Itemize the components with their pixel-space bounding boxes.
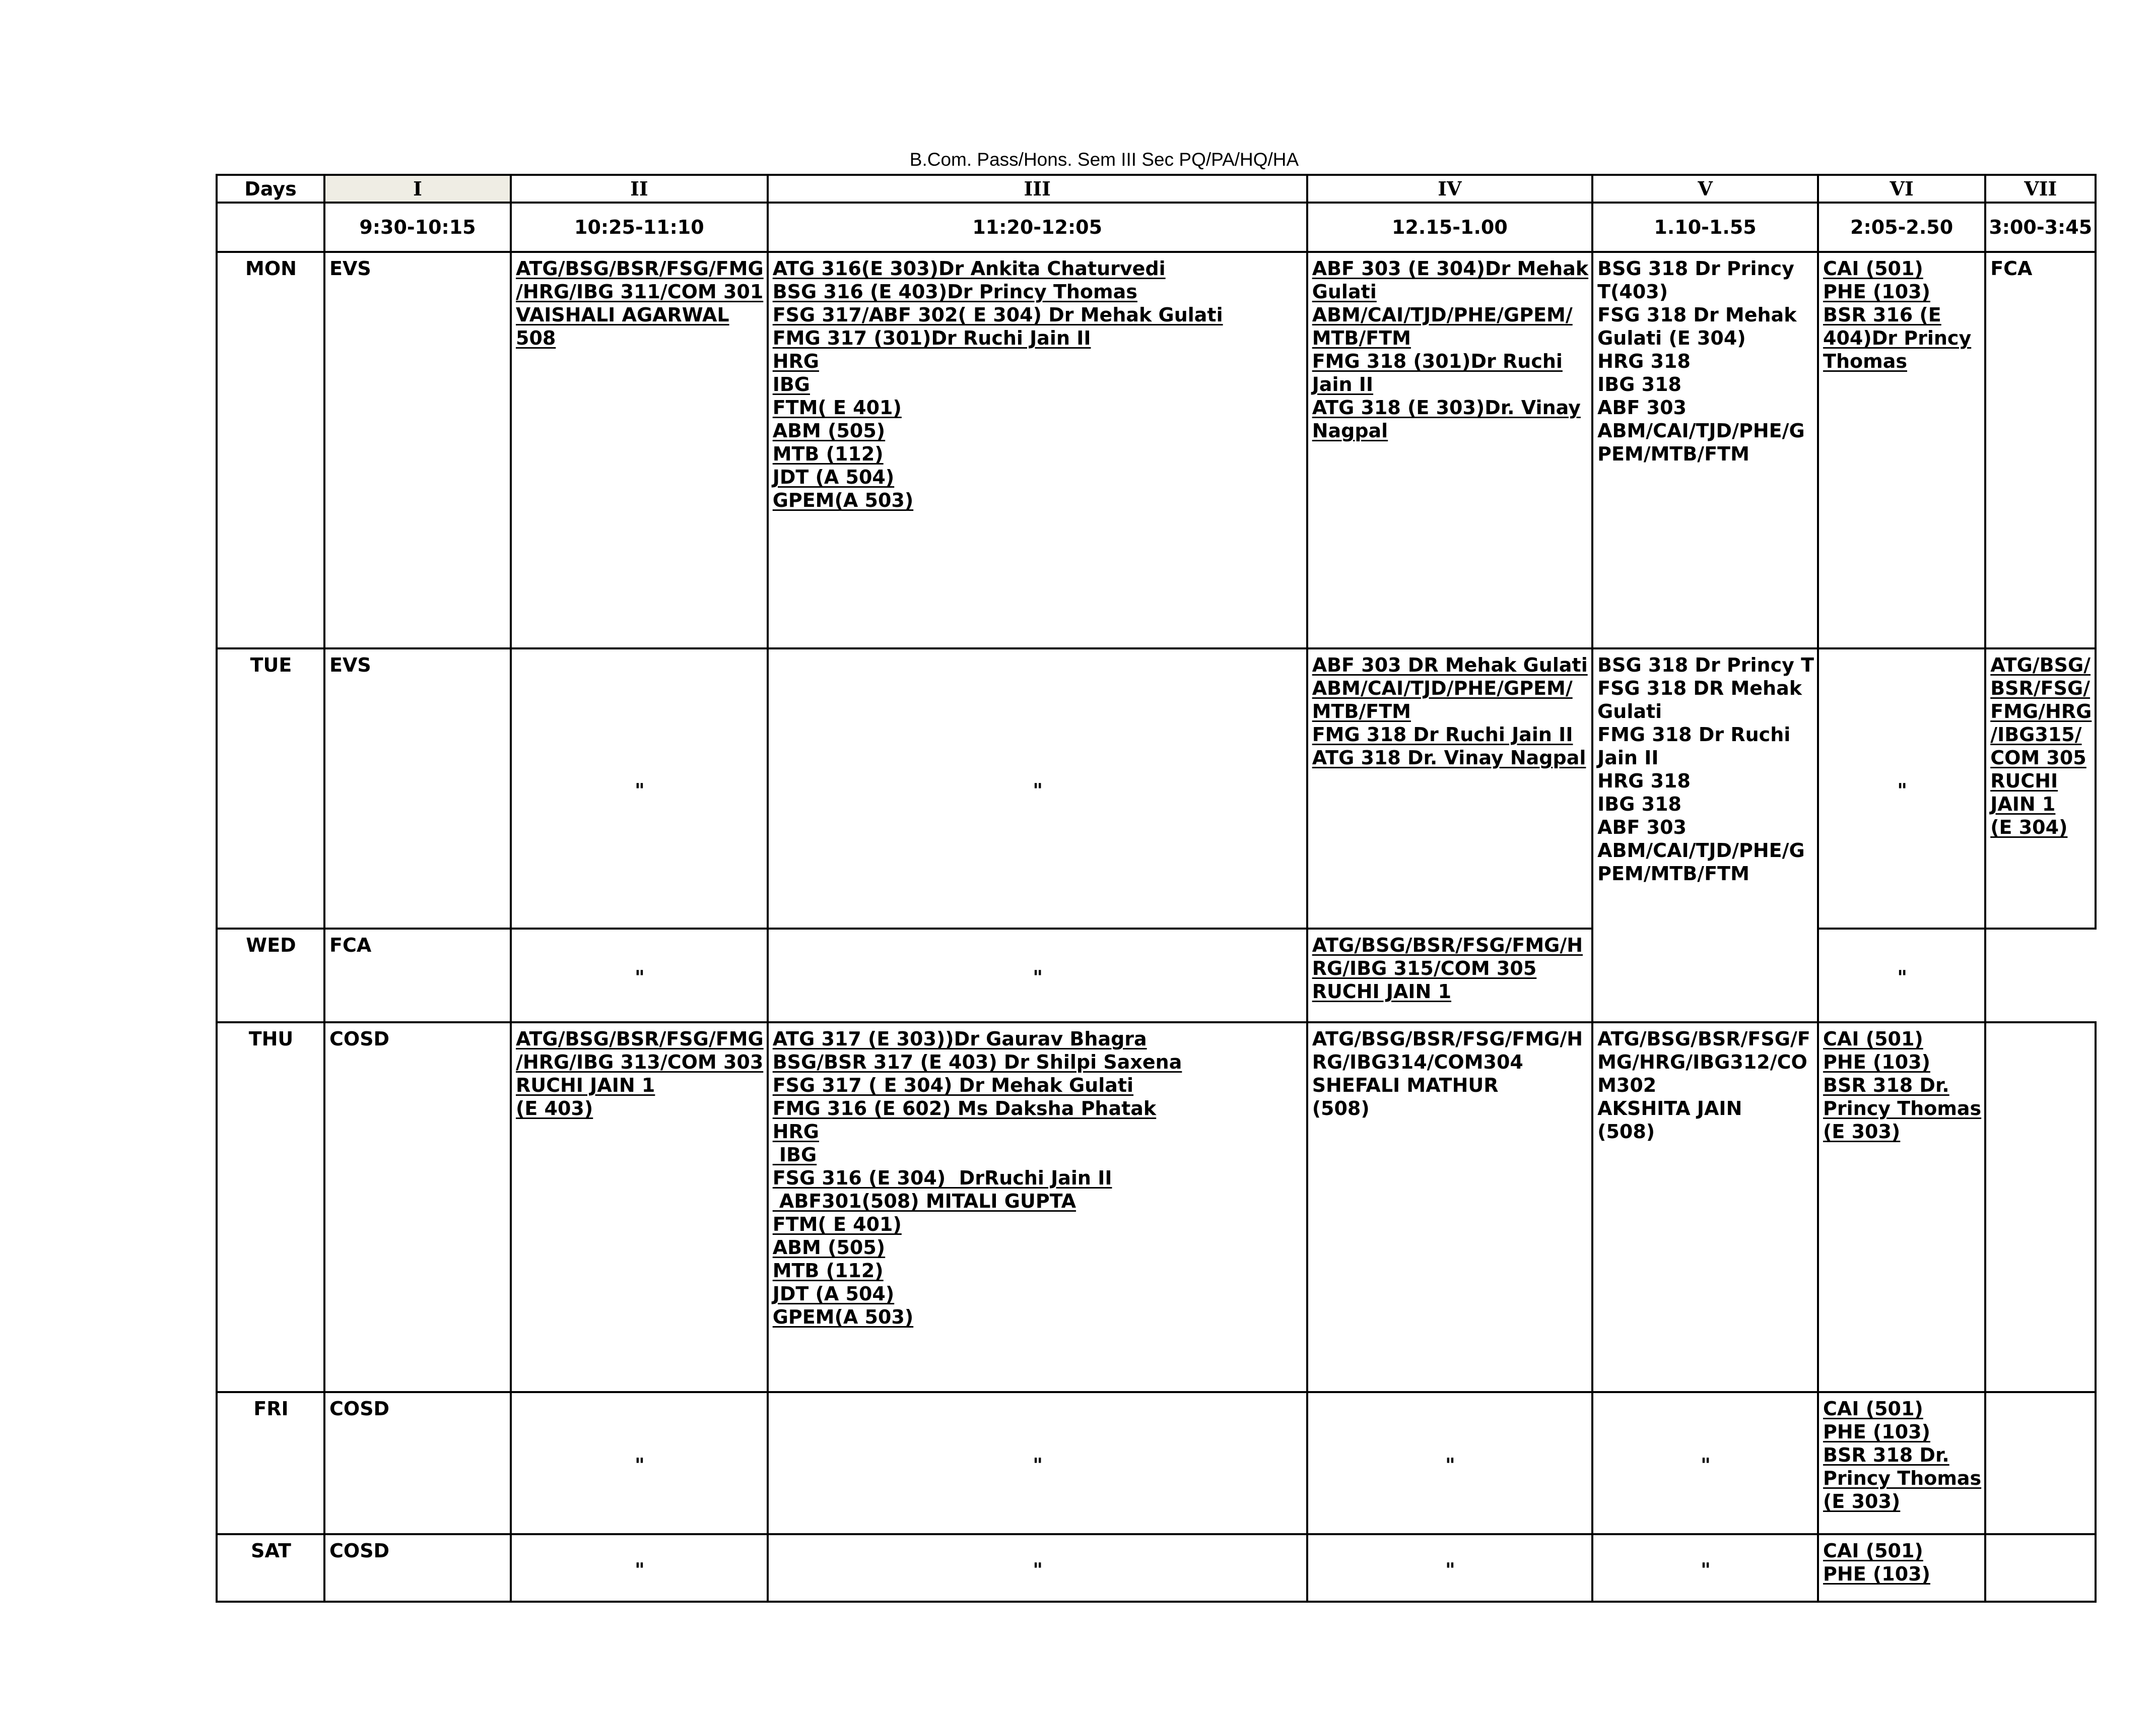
cell-line: ATG 317 (E 303))Dr Gaurav Bhagra bbox=[772, 1028, 1147, 1050]
cell-p3 bbox=[768, 252, 1307, 648]
cell-p7-empty bbox=[1985, 1022, 2096, 1392]
cell-line: FMG/HRG bbox=[1990, 700, 2092, 722]
header-period-roman: III bbox=[768, 175, 1307, 203]
cell-line: FMG 318 (301)Dr Ruchi bbox=[1312, 350, 1563, 372]
cell-line: (E 303) bbox=[1823, 1121, 1901, 1143]
cell-p5 bbox=[1592, 252, 1818, 648]
cell-line: IBG 318 bbox=[1597, 373, 1681, 396]
cell-ditto: " bbox=[768, 929, 1307, 1022]
cell-line: PEM/MTB/FTM bbox=[1597, 443, 1749, 465]
cell-line: RG/IBG314/COM304 bbox=[1312, 1051, 1523, 1073]
cell-line: VAISHALI AGARWAL bbox=[516, 304, 729, 326]
cell-line: Gulati (E 304) bbox=[1597, 327, 1746, 349]
cell-line: Princy Thomas bbox=[1823, 1467, 1982, 1489]
header-period-roman: I bbox=[324, 175, 511, 203]
cell-line: ABM/CAI/TJD/PHE/GPEM/ bbox=[1312, 677, 1573, 699]
cell-p1: COSD bbox=[324, 1534, 511, 1602]
header-period-roman: V bbox=[1592, 175, 1818, 203]
day-label: MON bbox=[217, 252, 324, 648]
cell-p1: COSD bbox=[324, 1022, 511, 1392]
cell-p4 bbox=[1307, 648, 1592, 929]
cell-ditto: " bbox=[1592, 1534, 1818, 1602]
cell-ditto: " bbox=[1592, 1392, 1818, 1534]
cell-p1: EVS bbox=[324, 648, 511, 929]
day-label: SAT bbox=[217, 1534, 324, 1602]
cell-p2 bbox=[511, 1022, 768, 1392]
cell-p7: FCA bbox=[1985, 252, 2096, 648]
cell-line: ATG/BSG/BSR/FSG/F bbox=[1597, 1028, 1810, 1050]
cell-line: T(403) bbox=[1597, 281, 1668, 303]
cell-p6 bbox=[1818, 1534, 1985, 1602]
cell-line: ATG/BSG/BSR/FSG/FMG bbox=[516, 1028, 764, 1050]
cell-p4 bbox=[1307, 1022, 1592, 1392]
header-blank bbox=[217, 203, 324, 252]
cell-line: ATG/BSG/ bbox=[1990, 654, 2091, 676]
cell-line: ATG 318 (E 303)Dr. Vinay bbox=[1312, 397, 1581, 419]
cell-line: Princy Thomas bbox=[1823, 1097, 1982, 1120]
cell-line: RUCHI JAIN 1 bbox=[516, 1074, 655, 1096]
cell-line: FSG 318 DR Mehak bbox=[1597, 677, 1802, 699]
cell-line: ABM (505) bbox=[772, 1236, 886, 1259]
header-period-time: 1.10-1.55 bbox=[1592, 203, 1818, 252]
cell-ditto: " bbox=[511, 929, 768, 1022]
cell-line: HRG 318 bbox=[1597, 770, 1691, 792]
cell-line: PHE (103) bbox=[1823, 1051, 1930, 1073]
cell-p6 bbox=[1818, 1392, 1985, 1534]
cell-line: 508 bbox=[516, 327, 556, 349]
cell-line: HRG 318 bbox=[1597, 350, 1691, 372]
cell-p1: EVS bbox=[324, 252, 511, 648]
cell-p5 bbox=[1592, 648, 1818, 1022]
cell-line: AKSHITA JAIN bbox=[1597, 1097, 1742, 1120]
cell-line: (508) bbox=[1597, 1121, 1655, 1143]
cell-line: BSR 318 Dr. bbox=[1823, 1074, 1949, 1096]
cell-line: MTB/FTM bbox=[1312, 700, 1411, 722]
cell-p5 bbox=[1592, 1022, 1818, 1392]
cell-line: ATG/BSG/BSR/FSG/FMG/H bbox=[1312, 1028, 1583, 1050]
cell-line: PHE (103) bbox=[1823, 1563, 1930, 1585]
cell-line: GPEM(A 503) bbox=[772, 489, 914, 511]
cell-p1: FCA bbox=[324, 929, 511, 1022]
cell-ditto: " bbox=[768, 1534, 1307, 1602]
cell-line: MTB (112) bbox=[772, 443, 884, 465]
cell-p7-empty bbox=[1985, 1534, 2096, 1602]
cell-line: ABM/CAI/TJD/PHE/G bbox=[1597, 839, 1805, 862]
header-period-time: 2:05-2.50 bbox=[1818, 203, 1985, 252]
cell-line: FSG 317 ( E 304) Dr Mehak Gulati bbox=[772, 1074, 1134, 1096]
day-label: FRI bbox=[217, 1392, 324, 1534]
cell-p3 bbox=[768, 1022, 1307, 1392]
cell-p4 bbox=[1307, 252, 1592, 648]
cell-line: MTB (112) bbox=[772, 1260, 884, 1282]
cell-line: 404)Dr Princy bbox=[1823, 327, 1972, 349]
cell-line: ABF 303 DR Mehak Gulati bbox=[1312, 654, 1588, 676]
header-period-time: 10:25-11:10 bbox=[511, 203, 768, 252]
cell-line: ABM (505) bbox=[772, 420, 886, 442]
cell-p2 bbox=[511, 252, 768, 648]
cell-line: RG/IBG 315/COM 305 bbox=[1312, 957, 1537, 979]
cell-line: PHE (103) bbox=[1823, 1421, 1930, 1443]
header-period-time: 11:20-12:05 bbox=[768, 203, 1307, 252]
cell-p7-empty bbox=[1985, 929, 2096, 1022]
cell-line: RUCHI JAIN 1 bbox=[1312, 980, 1452, 1003]
cell-line: BSR 318 Dr. bbox=[1823, 1444, 1949, 1466]
cell-line: ABF301(508) MITALI GUPTA bbox=[772, 1190, 1076, 1212]
cell-p7-empty bbox=[1985, 1392, 2096, 1534]
timetable-title: B.Com. Pass/Hons. Sem III Sec PQ/PA/HQ/HA bbox=[909, 149, 1299, 170]
cell-ditto: " bbox=[511, 1392, 768, 1534]
cell-line: ABM/CAI/TJD/PHE/G bbox=[1597, 420, 1805, 442]
cell-line: FSG 316 (E 304) DrRuchi Jain II bbox=[772, 1167, 1112, 1189]
cell-ditto: " bbox=[1307, 1392, 1592, 1534]
cell-line: BSG 318 Dr Princy bbox=[1597, 257, 1794, 280]
cell-line: ABF 303 bbox=[1597, 397, 1687, 419]
cell-line: BSG 318 Dr Princy T bbox=[1597, 654, 1814, 676]
cell-line: SHEFALI MATHUR bbox=[1312, 1074, 1499, 1096]
cell-line: FSG 317/ABF 302( E 304) Dr Mehak Gulati bbox=[772, 304, 1223, 326]
header-days: Days bbox=[217, 175, 324, 203]
cell-line: GPEM(A 503) bbox=[772, 1306, 914, 1328]
day-label: TUE bbox=[217, 648, 324, 929]
cell-line: FSG 318 Dr Mehak bbox=[1597, 304, 1797, 326]
header-period-time: 3:00-3:45 bbox=[1985, 203, 2096, 252]
cell-line: Gulati bbox=[1597, 700, 1662, 722]
cell-line: HRG bbox=[772, 350, 819, 372]
timetable bbox=[216, 174, 2097, 1603]
cell-line: (508) bbox=[1312, 1097, 1370, 1120]
cell-line: ATG/BSG/BSR/FSG/FMG bbox=[516, 257, 764, 280]
header-period-time: 12.15-1.00 bbox=[1307, 203, 1592, 252]
cell-ditto: " bbox=[768, 1392, 1307, 1534]
cell-line: CAI (501) bbox=[1823, 1398, 1923, 1420]
cell-line: FTM( E 401) bbox=[772, 1213, 902, 1235]
cell-line: Nagpal bbox=[1312, 420, 1388, 442]
cell-line: CAI (501) bbox=[1823, 1540, 1923, 1562]
cell-line: MG/HRG/IBG312/CO bbox=[1597, 1051, 1807, 1073]
cell-line: /HRG/IBG 311/COM 301 bbox=[516, 281, 764, 303]
cell-line: IBG bbox=[772, 1144, 817, 1166]
cell-line: IBG 318 bbox=[1597, 793, 1681, 815]
cell-line: FMG 318 Dr Ruchi bbox=[1597, 724, 1791, 746]
header-period-roman: II bbox=[511, 175, 768, 203]
cell-line: ATG 318 Dr. Vinay Nagpal bbox=[1312, 747, 1586, 769]
cell-line: JDT (A 504) bbox=[772, 466, 895, 488]
cell-p1: COSD bbox=[324, 1392, 511, 1534]
cell-line: CAI (501) bbox=[1823, 1028, 1923, 1050]
cell-line: ABF 303 (E 304)Dr Mehak bbox=[1312, 257, 1589, 280]
cell-line: Gulati bbox=[1312, 281, 1377, 303]
cell-ditto: " bbox=[1818, 929, 1985, 1022]
cell-line: JDT (A 504) bbox=[772, 1283, 895, 1305]
cell-line: PEM/MTB/FTM bbox=[1597, 863, 1749, 885]
cell-line: ABM/CAI/TJD/PHE/GPEM/ bbox=[1312, 304, 1573, 326]
header-period-time: 9:30-10:15 bbox=[324, 203, 511, 252]
cell-line: RUCHI bbox=[1990, 770, 2058, 792]
cell-line: BSG 316 (E 403)Dr Princy Thomas bbox=[772, 281, 1137, 303]
cell-p6 bbox=[1818, 1022, 1985, 1392]
cell-line: M302 bbox=[1597, 1074, 1657, 1096]
cell-p7 bbox=[1985, 648, 2096, 929]
cell-line: IBG bbox=[772, 373, 810, 396]
day-label: THU bbox=[217, 1022, 324, 1392]
cell-line: HRG bbox=[772, 1121, 819, 1143]
cell-line: FMG 316 (E 602) Ms Daksha Phatak bbox=[772, 1097, 1157, 1120]
cell-line: (E 304) bbox=[1990, 816, 2068, 838]
cell-line: BSG/BSR 317 (E 403) Dr Shilpi Saxena bbox=[772, 1051, 1182, 1073]
cell-line: ATG/BSG/BSR/FSG/FMG/H bbox=[1312, 934, 1583, 956]
cell-line: Jain II bbox=[1597, 747, 1659, 769]
cell-line: ABF 303 bbox=[1597, 816, 1687, 838]
header-period-roman: VI bbox=[1818, 175, 1985, 203]
cell-line: BSR/FSG/ bbox=[1990, 677, 2091, 699]
cell-ditto: " bbox=[1307, 1534, 1592, 1602]
cell-line: FTM( E 401) bbox=[772, 397, 902, 419]
day-label: WED bbox=[217, 929, 324, 1022]
cell-line: FMG 318 Dr Ruchi Jain II bbox=[1312, 724, 1573, 746]
cell-line: CAI (501) bbox=[1823, 257, 1923, 280]
cell-line: Jain II bbox=[1312, 373, 1374, 396]
cell-line: MTB/FTM bbox=[1312, 327, 1411, 349]
cell-line: Thomas bbox=[1823, 350, 1907, 372]
cell-ditto: " bbox=[511, 648, 768, 929]
cell-line: BSR 316 (E bbox=[1823, 304, 1941, 326]
cell-line: ATG 316(E 303)Dr Ankita Chaturvedi bbox=[772, 257, 1166, 280]
cell-line: PHE (103) bbox=[1823, 281, 1930, 303]
cell-line: (E 303) bbox=[1823, 1490, 1901, 1512]
cell-p4 bbox=[1307, 929, 1592, 1022]
cell-line: /IBG315/ bbox=[1990, 724, 2082, 746]
header-period-roman: VII bbox=[1985, 175, 2096, 203]
cell-p6 bbox=[1818, 252, 1985, 648]
cell-ditto: " bbox=[768, 648, 1307, 929]
cell-line: FMG 317 (301)Dr Ruchi Jain II bbox=[772, 327, 1091, 349]
cell-line: /HRG/IBG 313/COM 303 bbox=[516, 1051, 764, 1073]
cell-ditto: " bbox=[511, 1534, 768, 1602]
header-period-roman: IV bbox=[1307, 175, 1592, 203]
cell-ditto: " bbox=[1818, 648, 1985, 929]
cell-line: (E 403) bbox=[516, 1097, 593, 1120]
cell-line: COM 305 bbox=[1990, 747, 2086, 769]
cell-line: JAIN 1 bbox=[1990, 793, 2056, 815]
